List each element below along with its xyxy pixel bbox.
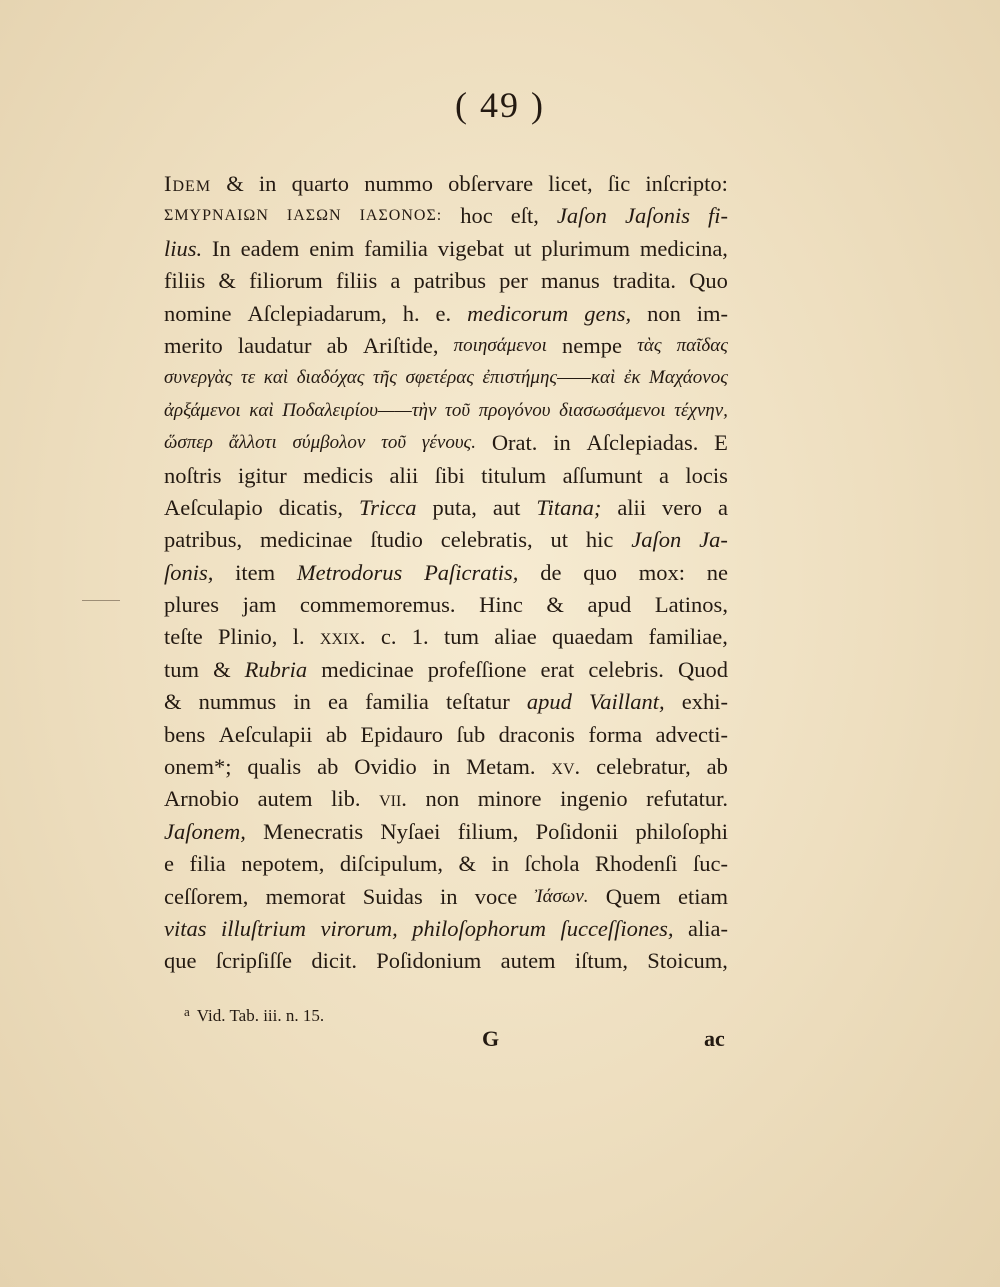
word: παῖδας — [676, 334, 728, 356]
word: illuſtrium — [220, 915, 306, 941]
word: ab — [706, 754, 728, 780]
word: τῆς — [372, 367, 397, 389]
word: nummo — [364, 171, 433, 196]
word: licet, — [548, 171, 593, 196]
word: Plinio, — [218, 624, 278, 650]
word: Quem — [605, 883, 661, 909]
word: προγόνου — [478, 399, 551, 421]
word: item — [235, 559, 276, 585]
word: τε — [240, 367, 256, 389]
word: filiorum — [249, 268, 323, 294]
word: medicis — [303, 462, 374, 488]
text-line-9 — [164, 427, 728, 459]
word: aſſumunt — [562, 462, 643, 488]
text-line-8 — [164, 395, 728, 427]
word: Ovidio — [354, 754, 417, 780]
word: medicinae — [321, 656, 414, 682]
text-line-20 — [164, 783, 728, 815]
word: & — [164, 689, 182, 715]
text-line-11 — [164, 492, 728, 524]
word: in — [553, 430, 571, 456]
word: noſtris — [164, 462, 222, 488]
word: filiis — [335, 268, 378, 294]
footnote — [184, 1006, 324, 1026]
word: eſt, — [510, 203, 539, 229]
text-line-16 — [164, 654, 728, 686]
word: plures — [164, 592, 219, 618]
word: & — [218, 268, 236, 294]
word: hic — [585, 527, 614, 553]
word: xxix. — [319, 624, 366, 650]
word: ſub — [456, 721, 486, 747]
word: & — [213, 656, 231, 682]
word: voce — [474, 883, 518, 909]
word: Poſidonium — [376, 948, 482, 974]
word: γένους. — [421, 432, 477, 454]
text-line-19 — [164, 751, 728, 783]
word: puta, — [432, 494, 477, 520]
word: que — [164, 948, 197, 974]
word: a — [717, 494, 728, 520]
word: de — [540, 559, 562, 585]
word: inſcripto: — [645, 171, 728, 196]
text-line-6 — [164, 330, 728, 362]
word: Titana; — [536, 494, 602, 520]
word: & — [458, 851, 476, 877]
word: Aſclepiadarum, — [247, 300, 387, 326]
word: ἐπιστήμης——καὶ — [482, 367, 616, 389]
word: dicit. — [311, 948, 357, 974]
footnote-text: Vid. Tab. iii. n. 15. — [196, 1006, 325, 1025]
word: qualis — [247, 754, 302, 780]
word: nummus — [198, 689, 277, 715]
word: aliae — [494, 624, 537, 650]
word: profeſſione — [427, 656, 527, 682]
word: minore — [477, 786, 542, 812]
word: Epidauro — [360, 721, 444, 747]
word: erat — [540, 656, 575, 682]
catchword: ac — [704, 1026, 725, 1051]
word: obſervare — [448, 171, 534, 196]
word: mox: — [638, 559, 685, 585]
word: καὶ — [263, 367, 289, 389]
text-line-25 — [164, 945, 728, 977]
word: a — [390, 268, 401, 294]
word: jam — [242, 592, 277, 618]
word: Hinc — [479, 592, 523, 618]
word: bens — [164, 721, 206, 747]
word: Aſclepiadas. — [586, 430, 699, 456]
word: quarto — [291, 171, 350, 196]
word: Ἰάσων. — [534, 885, 589, 907]
text-line-4 — [164, 265, 728, 297]
word: commemoremus. — [299, 592, 456, 618]
word: Menecratis — [263, 818, 364, 844]
word: medicina, — [639, 235, 728, 261]
word: ἀρξάμενοι — [164, 399, 241, 421]
word: teſtatur — [445, 689, 510, 715]
word: forma — [588, 721, 643, 747]
word: filiis — [164, 268, 206, 294]
word: τοῦ — [381, 432, 407, 454]
word: ingenio — [560, 786, 628, 812]
word: fi- — [707, 203, 728, 229]
word: διαδόχας — [296, 367, 365, 389]
word: tradita. — [612, 268, 677, 294]
word: medicorum — [467, 300, 569, 326]
word: plurimum — [541, 235, 630, 261]
word: ab — [317, 754, 339, 780]
word: καὶ — [249, 399, 274, 421]
word: ſcripſiſſe — [215, 948, 293, 974]
word: Ariſtide, — [362, 332, 439, 358]
word: im- — [696, 300, 728, 326]
text-line-2 — [164, 200, 728, 232]
text-line-3 — [164, 233, 728, 265]
word: Ποδαλειρίου——τὴν — [282, 399, 437, 421]
word: in — [293, 689, 311, 715]
word: teſte — [164, 624, 203, 650]
word: medicinae — [260, 527, 353, 553]
body-text — [164, 168, 728, 978]
word: e. — [435, 300, 452, 326]
word: Suidas — [362, 883, 423, 909]
word: merito — [164, 332, 223, 358]
word: vitas — [164, 915, 207, 941]
word: celebris. — [588, 656, 664, 682]
word: Tricca — [359, 494, 417, 520]
word: quo — [583, 559, 617, 585]
word: συνεργὰς — [164, 367, 233, 389]
word: Aeſculapii — [218, 721, 313, 747]
word: vigebat — [437, 235, 504, 261]
word: patribus — [413, 268, 486, 294]
word: E — [714, 430, 728, 456]
word: ſuc- — [692, 851, 728, 877]
word: ſic — [607, 171, 631, 196]
word: ne — [706, 559, 728, 585]
word: Stoicum, — [647, 948, 728, 974]
word: eadem — [240, 235, 300, 261]
word: gens, — [584, 300, 632, 326]
word: lius. — [164, 235, 203, 261]
word: διασωσάμενοι — [559, 399, 666, 421]
word: vero — [662, 494, 703, 520]
word: advecti- — [655, 721, 728, 747]
word: Metam. — [466, 754, 536, 780]
signature-mark: G — [482, 1026, 500, 1051]
word: nomine — [164, 300, 232, 326]
word: virorum, — [320, 915, 398, 941]
word: familia — [364, 235, 428, 261]
word: laudatur — [237, 332, 312, 358]
word: Μαχάονος — [649, 367, 728, 389]
word: τὰς — [637, 334, 662, 356]
word: Jaſon — [556, 203, 607, 229]
word: etiam — [678, 883, 728, 909]
word: Ja- — [699, 527, 728, 553]
text-line-7 — [164, 362, 728, 394]
word: celebratis, — [440, 527, 533, 553]
word: ab — [326, 332, 348, 358]
word: xv. — [551, 754, 581, 780]
text-line-24 — [164, 913, 728, 945]
word: alia- — [688, 915, 728, 941]
text-line-14 — [164, 589, 728, 621]
word: familiae, — [648, 624, 728, 650]
word: ΙΑΣΩΝ — [286, 207, 342, 225]
text-line-13 — [164, 557, 728, 589]
word: e — [164, 851, 174, 877]
word: nepotem, — [241, 851, 325, 877]
word: enim — [309, 235, 355, 261]
word: per — [499, 268, 528, 294]
footnote-marker: a — [184, 1004, 190, 1019]
text-line-22 — [164, 848, 728, 880]
word: exhi- — [681, 689, 728, 715]
word: manus — [541, 268, 600, 294]
word: alii — [389, 462, 419, 488]
word: ἄλλοτι — [228, 432, 277, 454]
word: iſtum, — [574, 948, 628, 974]
word: Rhodenſi — [594, 851, 678, 877]
word: ἐκ — [623, 367, 641, 389]
word: 1. — [411, 624, 429, 650]
word: Orat. — [491, 430, 538, 456]
word: In — [212, 235, 231, 261]
word: ὥσπερ — [164, 432, 213, 454]
word: & — [546, 592, 564, 618]
word: draconis — [498, 721, 575, 747]
text-line-15 — [164, 621, 728, 653]
word: σφετέρας — [405, 367, 474, 389]
word: σύμβολον — [292, 432, 366, 454]
word: philoſophorum — [412, 915, 546, 941]
word: ſonis, — [164, 559, 214, 585]
text-line-10 — [164, 460, 728, 492]
word: filium, — [457, 818, 519, 844]
word: diſcipulum, — [339, 851, 443, 877]
word: ceſſorem, — [164, 883, 249, 909]
word: Latinos, — [654, 592, 728, 618]
word: l. — [292, 624, 305, 650]
word: autem — [500, 948, 556, 974]
word: Poſidonii — [535, 818, 619, 844]
word: h. — [402, 300, 420, 326]
word: τέχνην, — [674, 399, 728, 421]
word: familia — [365, 689, 429, 715]
text-line-21 — [164, 816, 728, 848]
word: vii. — [379, 786, 407, 812]
word: c. — [380, 624, 397, 650]
word: onem*; — [164, 754, 232, 780]
word: Metrodorus — [296, 559, 403, 585]
word: ea — [327, 689, 348, 715]
word: tum — [164, 656, 200, 682]
text-line-1 — [164, 168, 728, 200]
word: Vaillant, — [588, 689, 665, 715]
word: ab — [325, 721, 348, 747]
word: refutatur. — [646, 786, 728, 812]
word: in — [432, 754, 451, 780]
page-number: ( 49 ) — [455, 85, 545, 125]
word: Quo — [689, 268, 728, 294]
word: apud — [526, 689, 572, 715]
word: Nyſaei — [380, 818, 441, 844]
word: ſchola — [524, 851, 580, 877]
word: dicatis, — [278, 494, 344, 520]
word: aut — [492, 494, 521, 520]
word: igitur — [237, 462, 287, 488]
word: in — [258, 171, 277, 196]
word: patribus, — [164, 527, 243, 553]
word: ΙΑΣΟΝΟΣ: — [359, 207, 443, 225]
text-line-18 — [164, 719, 728, 751]
word: Paſicratis, — [424, 559, 519, 585]
word: τοῦ — [445, 399, 471, 421]
margin-pen-mark — [82, 600, 120, 601]
word: lib. — [331, 786, 361, 812]
word: Jaſonem, — [164, 818, 246, 844]
word: Idem — [164, 171, 212, 196]
word: titulum — [481, 462, 547, 488]
word: filia — [189, 851, 226, 877]
word: hoc — [460, 203, 493, 229]
text-line-17 — [164, 686, 728, 718]
word: alii — [617, 494, 647, 520]
word: ſtudio — [370, 527, 423, 553]
word: memorat — [265, 883, 346, 909]
word: autem — [257, 786, 313, 812]
word: & — [226, 171, 244, 196]
word: Quod — [677, 656, 728, 682]
word: Jaſonis — [624, 203, 690, 229]
word: locis — [685, 462, 728, 488]
word: ut — [513, 235, 532, 261]
word: non — [425, 786, 460, 812]
word: nempe — [562, 332, 622, 358]
word: celebratur, — [596, 754, 691, 780]
word: ſibi — [434, 462, 465, 488]
text-line-12 — [164, 524, 728, 556]
text-line-5 — [164, 298, 728, 330]
word: philoſophi — [635, 818, 728, 844]
text-line-23 — [164, 881, 728, 913]
word: in — [491, 851, 509, 877]
word: in — [440, 883, 458, 909]
word: ΣΜΥΡΝΑΙΩΝ — [164, 207, 269, 225]
word: Rubria — [244, 656, 308, 682]
word: quaedam — [552, 624, 634, 650]
word: apud — [587, 592, 632, 618]
word: a — [658, 462, 669, 488]
word: ſucceſſiones, — [560, 915, 674, 941]
word: ut — [550, 527, 568, 553]
word: non — [647, 300, 681, 326]
word: tum — [443, 624, 479, 650]
word: Jaſon — [631, 527, 682, 553]
word: ποιησάμενοι — [453, 334, 547, 356]
word: Arnobio — [164, 786, 239, 812]
word: Aeſculapio — [164, 494, 263, 520]
